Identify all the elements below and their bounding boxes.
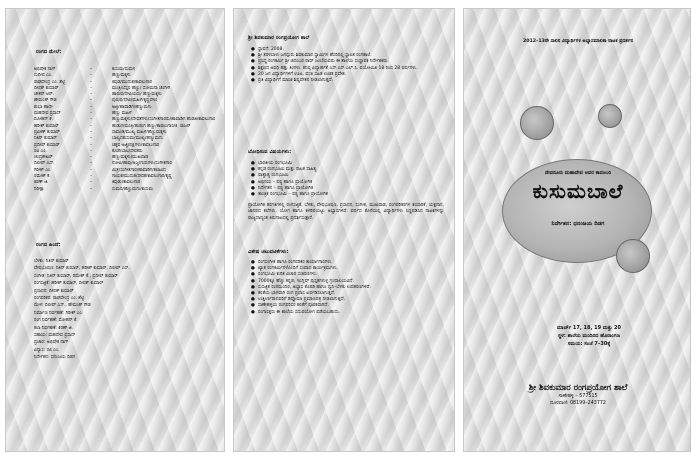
activity-item-text: ಸುಸಜ್ಜಿತ ರಂಗಮಂದಿರ, ಅಭ್ಯಾಸ ಕೊಠಡಿ ಹಾಗೂ ಧ್ವನಿ–ಬೆಳಕು ಉಪಕರಣಗಳಿವೆ. bbox=[258, 284, 371, 290]
activity-item-text: ಸಾಣೇಹಳ್ಳಿಯ ರಂಗಪರಿಸರ ಕಲಿಕೆಗೆ ಪೂರಕವಾಗಿದೆ. bbox=[258, 303, 329, 309]
cast-role-name: ಸುಮನ/ಹೆಣ್ಣುಮಗು/ಕುಸುಮ bbox=[112, 186, 153, 192]
decorative-circle bbox=[598, 104, 622, 128]
cast-separator: – bbox=[90, 98, 93, 104]
cast-actor-name: ಮಹದೇವ ಪ್ರಸಾದ್ bbox=[34, 111, 61, 117]
activity-item-text: ಕಲಿಕೆಯ ಭಾಗವಾಗಿ ರಂಗ ಪ್ರವಾಸ ಏರ್ಪಡಿಸಲಾಗುತ್ತದೆ. bbox=[258, 291, 336, 297]
activity-item-text: ರಂಗಸಂಗೀತ ಹಾಗೂ ರಂಗಪರಿಕರ ಕಾರ್ಯಾಗಾರಗಳು. bbox=[258, 260, 333, 265]
cast-actor-name: ಮೋಹನ್ ಕೆ. bbox=[34, 117, 53, 123]
school-point-text: ಸ್ಥಾಪನೆ: 2008. bbox=[258, 47, 284, 52]
crew-credit: ರಂಗಸಜ್ಜಿಕೆ: ಹರೀಶ್ ಕುಮಾರ್, ದೀಪಕ್ ಕುಮಾರ್ bbox=[34, 281, 104, 287]
cast-separator: – bbox=[90, 123, 93, 129]
subject-item-text: ಭಾರತೀಯ ರಂಗಭೂಮಿ bbox=[258, 161, 293, 166]
show-dates: ಮಾರ್ಚ್ 17, 18, 19 ಮತ್ತು 20 bbox=[557, 325, 621, 331]
school-point-text: ಶಿಕ್ಷಣದ ಅವಧಿ ಹತ್ತು ತಿಂಗಳು. ಕನಿಷ್ಠ ವಿದ್ಯಾರ್ಹತೆ ಎಸ್.ಎಸ್.ಎಲ್.ಸಿ. ವಯೋಮಿತಿ 18 ರಿಂದ 28 ವರ್ಷಗಳು. bbox=[258, 65, 418, 71]
cast-actor-name: ನಿರೀಕ್ಷಾ bbox=[34, 186, 45, 192]
bullet-icon: ● bbox=[251, 161, 255, 166]
crew-credit: ಮೇಳ: ದಿಲೀಪ್ ಎಸ್., ಹೇಮಂತ್ ಗೌಡ bbox=[34, 303, 91, 309]
crew-credit: ಸಂಗೀತ: ನಿತಿನ್ ಕುಮಾರ್, ರಮೇಶ್ ಕೆ., ಪ್ರದೀಪ್ ಕುಮಾರ್ bbox=[34, 273, 118, 279]
subject-item-text: ನಿರ್ದೇಶನ – ಪಠ್ಯ ಹಾಗೂ ಪ್ರಾಯೋಗಿಕ bbox=[258, 185, 313, 191]
cast-actor-name: ಸುದೀಪ ಎಂ. bbox=[34, 73, 53, 79]
cast-actor-name: ಹರೀಶ್ ಕುಮಾರ್ bbox=[34, 123, 59, 129]
cast-role-name: ಕಿವುಡು/ಕಾವಲುಗಾರ bbox=[112, 180, 141, 186]
cast-actor-name: ಕಿರಣ್ ಜಿ. bbox=[34, 180, 49, 186]
cast-role-name: ಗಾಯಕ/ಮುದುಕ/ಸೇವಕ/ಕಾವಲುಗಾರ/ಕೃಷ್ಣ bbox=[112, 174, 172, 180]
cast-separator: – bbox=[90, 117, 93, 123]
activity-item-text: ರಂಗಭೂಮಿ ಕುರಿತ ವಿಚಾರ ಸಂಕಿರಣಗಳು. bbox=[258, 272, 318, 278]
bullet-icon: ● bbox=[251, 59, 255, 65]
cast-role-name: ಚಿಕ್ಕವ ಅಜ್ಜಿ/ಪಕ್ಷಿಗಳು/ಕಾವಲುಗಾರ bbox=[112, 142, 160, 148]
subject-item-text: ಪಾಶ್ಚಾತ್ಯ ರಂಗಭೂಮಿ bbox=[258, 173, 289, 179]
cast-actor-name: ಪ್ರವೀಣ್ ಕುಮಾರ್ bbox=[34, 129, 60, 135]
cast-role-name: ಮಂತ್ರಿ/ಬೆಸ್ತರ ಹೆಣ್ಣು/ ಸೋಮನಾ ಚೆಂಗೀಗಿ bbox=[112, 85, 171, 91]
cast-actor-name: ಗಿರೀಶ್ ಎಂ. bbox=[34, 167, 52, 173]
bullet-icon: ● bbox=[251, 71, 255, 77]
bullet-icon: ● bbox=[251, 185, 255, 191]
cast-actor-name: ನಿತಿನ್ ಕುಮಾರ್ bbox=[34, 136, 57, 142]
school-point-text: ಪ್ರತಿ ವಿದ್ಯಾರ್ಥಿಗೆ ಮಾಸಿಕ ಶಿಷ್ಯವೇತನ ನೀಡಲಾಗುತ್ತದೆ. bbox=[258, 78, 334, 84]
subject-item-text: ತಾಂತ್ರಿಕ ರಂಗಭೂಮಿ – ಪಠ್ಯ ಹಾಗೂ ಪ್ರಾಯೋಗಿಕ bbox=[258, 192, 328, 198]
activities-heading: ವಿಶೇಷ ಚಟುವಟಿಕೆಗಳು: bbox=[248, 249, 289, 255]
cover-header: 2012–13ನೇ ಸಾಲಿನ ವಿದ್ಯಾರ್ಥಿಗಳ ಅಭ್ಯಾಸಮಾಲಿಕಾ ನಾಟಕ ಪ್ರದರ್ಶನ bbox=[522, 39, 634, 44]
crew-credit: ಪ್ರಸಾಧನ: ದೀಪಕ್ ಕುಮಾರ್ bbox=[34, 288, 74, 294]
bullet-icon: ● bbox=[251, 260, 255, 265]
cast-actor-name: ದಿಲೀಪ್ ಎಸ್. bbox=[34, 161, 55, 167]
cast-separator: – bbox=[90, 73, 93, 79]
cast-actor-name: ಹೇಮಂತ್ ಗೌಡ bbox=[34, 98, 57, 104]
subjects-list bbox=[248, 161, 444, 198]
cast-separator: – bbox=[90, 186, 93, 192]
brochure-panel-school bbox=[233, 8, 455, 452]
activity-item-text: 7000ಕ್ಕೂ ಹೆಚ್ಚು ಕನ್ನಡ, ಇಂಗ್ಲಿಷ್ ಪುಸ್ತಕಗಳುಳ್ಳ ಗ್ರಂಥಾಲಯವಿದೆ. bbox=[258, 278, 354, 284]
bullet-icon: ● bbox=[251, 303, 255, 309]
crew-credit: ಸಹಾಯ: ಮಹದೇವ ಪ್ರಸಾದ್ bbox=[34, 333, 76, 339]
bullet-icon: ● bbox=[251, 179, 255, 185]
bullet-icon: ● bbox=[251, 47, 255, 52]
cast-separator: – bbox=[90, 155, 93, 161]
cast-separator: – bbox=[90, 79, 93, 85]
cast-separator: – bbox=[90, 161, 93, 167]
bullet-icon: ● bbox=[251, 266, 255, 272]
cast-actor-name: ರವಿ ಎಂ. bbox=[34, 148, 47, 154]
activities-list bbox=[248, 260, 444, 316]
activity-item-text: ಖ್ಯಾತ ರಂಗಕರ್ಮಿಗಳೊಂದಿಗೆ ಸಂವಾದ ಕಾರ್ಯಕ್ರಮಗಳು. bbox=[258, 266, 338, 272]
director-credit: ನಿರ್ದೇಶನ: ಧನಂಜಯ ದಿಡಗ bbox=[551, 221, 605, 227]
activity-item-text: ರಂಗಾಸಕ್ತರು ಈ ಶಾಲೆಯ ಸದುಪಯೋಗ ಪಡೆಯಬಹುದು. bbox=[258, 309, 341, 315]
school-description: ಪ್ರಾಯೋಗಿಕ ತರಗತಿಗಳಲ್ಲಿ ರಂಗಸಜ್ಜಿಕೆ, ಬೆಳಕು, ವೇಷಭೂಷಣ, ಪ್ರಸಾಧನ, ಸಂಗೀತ, ಮುಖವಾಡ, ರಂಗಪರಿಕರಗಳ ತಯಾರಿಕೆ, ಯಕ್ಷಗಾನ, ಜಾನಪದ ಕಲೆಗಳು, ಯೋಗ ಹಾಗೂ ಕಳರಿಪಯಟ್ಟು ಅಭ್ಯಾಸಗಳಿವೆ. ವರ್ಷದ ಕೊನೆಯಲ್ಲಿ ವಿದ್ಯಾರ್ಥಿಗಳು ಸಿದ್ಧಪಡಿಸಿದ ನಾಟಕಗಳನ್ನು ರಾಜ್ಯದಾದ್ಯಂತ ತಿರುಗಾಟದಲ್ಲಿ ಪ್ರದರ್ಶಿಸುತ್ತಾರೆ. bbox=[248, 203, 444, 221]
cast-actor-name: ದೀಪಕ್ ಕುಮಾರ್ bbox=[34, 85, 59, 91]
school-point bbox=[248, 78, 444, 84]
bullet-icon: ● bbox=[251, 65, 255, 71]
subjects-heading: ಬೋಧಿಸುವ ವಿಷಯಗಳು: bbox=[248, 149, 292, 155]
cast-separator: – bbox=[90, 129, 93, 135]
cast-actor-name: ರಮೇಶ್ ಕೆ. bbox=[34, 174, 51, 180]
crew-list bbox=[34, 258, 220, 362]
crew-credit: ವೇಷಭೂಷಣ: ನಿತಿನ್ ಕುಮಾರ್, ಹರೀಶ್ ಕುಮಾರ್, ದಿಲೀಪ್ ಎಸ್. bbox=[34, 266, 130, 272]
cast-actor-name: ಅಭಿಷೇಕ ನಾಗ್ bbox=[34, 67, 56, 72]
cast-separator: – bbox=[90, 104, 93, 110]
subject-item bbox=[248, 192, 444, 198]
crew-credit: ರಂಗಪರಿಕರ: ರಾಘವೇಂದ್ರ ಎಂ. ಶೆಟ್ಟಿ bbox=[34, 296, 85, 302]
crew-credit: ಪ್ರಚಾರ: ಅಭಿಷೇಕ ನಾಗ್ bbox=[34, 340, 69, 346]
cast-role-name: ಹೆಣ್ಣುಮಕ್ಕಳು bbox=[112, 73, 131, 79]
bullet-icon: ● bbox=[251, 272, 255, 278]
crew-credit: ಕಲಾ ನಿರ್ವಹಣೆ: ಕಿರಣ್ ಜಿ. bbox=[34, 325, 73, 331]
bullet-icon: ● bbox=[251, 173, 255, 179]
cast-separator: – bbox=[90, 136, 93, 142]
cast-role-name: ಕಿವುಡ/ಮುದುಕ/ಕಾವಲುಗಾರ bbox=[112, 79, 153, 85]
bullet-icon: ● bbox=[251, 297, 255, 303]
organization-block bbox=[480, 381, 676, 407]
school-point-text: ಪ್ರಸಿದ್ಧ ರಂಗಕರ್ಮಿ ಶ್ರೀ ಚಿದಂಬರ ರಾವ್ ಜಂಬೆಯವರು ಈ ಶಾಲೆಯ ಸಂಸ್ಥಾಪಕ ನಿರ್ದೇಶಕರು. bbox=[258, 59, 389, 65]
bullet-icon: ● bbox=[251, 192, 255, 198]
decorative-circle bbox=[616, 239, 650, 273]
cast-separator: – bbox=[90, 111, 93, 117]
cast-separator: – bbox=[90, 174, 93, 180]
play-title: ಕುಸುಮಬಾಲೆ bbox=[532, 179, 624, 203]
bullet-icon: ● bbox=[251, 53, 255, 59]
cast-role-name: ಕೊಡೆ/ಬಾಲ/ಸೇವಕರು bbox=[112, 148, 143, 154]
cast-list bbox=[34, 67, 222, 193]
activity-item-text: ಉತ್ತೀರ್ಣರಾದವರಿಗೆ ಡಿಪ್ಲೊಮಾ ಪ್ರಮಾಣಪತ್ರ ನೀಡಲಾಗುತ್ತದೆ. bbox=[258, 297, 345, 303]
bullet-icon: ● bbox=[251, 284, 255, 290]
activity-item bbox=[248, 310, 444, 316]
cast-role-name: ಅಜ್ಜಿ/ಹಾವಾಡಿಗ/ಹೆಣ್ಣುಮಗು bbox=[112, 104, 152, 110]
cast-role-name: ಹೆಣ್ಣು ಮಹಿಳೆ bbox=[112, 111, 132, 117]
cast-role-name: ಹುಡುಗ/ಮಂತ್ರಿ/ಹುಡುಗ ಹೆಣ್ಣು/ಕಾವಲುಗಾರ/ಕಿ. ರಾಜನ್ bbox=[112, 123, 191, 129]
cast-role-name: ಬಾಲ್ಯದಕುಸುಮ/ಮುಖ್ಯ/ಹೆಣ್ಣುಮಗು bbox=[112, 136, 163, 142]
brochure-panel-cover bbox=[463, 8, 691, 452]
crew-heading: ರಂಗದ ಹಿಂದೆ: bbox=[36, 242, 61, 248]
cast-separator: – bbox=[90, 142, 93, 148]
cast-row bbox=[34, 187, 222, 193]
crew-credit: ಬೆಳಕು: ನಿತಿನ್ ಕುಮಾರ್ bbox=[34, 259, 69, 264]
cast-heading: ರಂಗದ ಮೇಲೆ: bbox=[36, 49, 62, 55]
cast-actor-name: ಚಂದ್ರಶೇಖರ್ bbox=[34, 155, 53, 161]
cast-actor-name: ಚೇತನ್ ಆರ್. bbox=[34, 92, 55, 98]
organization-name: ಶ್ರೀ ಶಿವಕುಮಾರ ರಂಗಪ್ರಯೋಗ ಶಾಲೆ bbox=[528, 382, 628, 392]
bullet-icon: ● bbox=[251, 291, 255, 297]
cast-role-name: ಮಿತ್ರ/ಸಂಗೀತಗಾರ/ಹಾವಾಡಿಗ/ಕಲಾವಿದ bbox=[112, 167, 166, 173]
cast-separator: – bbox=[90, 167, 93, 173]
organization-phone: ದೂರವಾಣಿ: 08199–243772 bbox=[550, 401, 606, 406]
subject-item-text: ಕನ್ನಡ ರಂಗಭೂಮಿ ಮತ್ತು ನಾಟಕ ಸಾಹಿತ್ಯ bbox=[258, 167, 317, 173]
bullet-icon: ● bbox=[251, 309, 255, 315]
subject-item-text: ಅಭಿನಯ – ಪಠ್ಯ ಹಾಗೂ ಪ್ರಾಯೋಗಿಕ bbox=[258, 179, 313, 185]
cast-separator: – bbox=[90, 92, 93, 98]
bullet-icon: ● bbox=[251, 78, 255, 84]
bullet-icon: ● bbox=[251, 278, 255, 284]
bullet-icon: ● bbox=[251, 167, 255, 173]
cast-separator: – bbox=[90, 180, 93, 186]
brochure-panel-cast bbox=[5, 8, 225, 452]
cast-role-name: ನೋಟ/ಹಾವು/ಅಜ್ಜ/ಗುರುಗಳು/ಸಂಗೀತಗಾರ bbox=[112, 161, 172, 167]
cast-role-name: ಪುರುಷ/ದೇವಿ/ಮಹಿಳೆ/ಕೃಷ್ಣವೇಣಿ bbox=[112, 98, 158, 104]
show-time: ಸಮಯ: ಸಂಜೆ 7–30ಕ್ಕೆ bbox=[567, 341, 611, 347]
cast-actor-name: ಪ್ರದೀಪ್ ಕುಮಾರ್ bbox=[34, 142, 60, 148]
cast-separator: – bbox=[90, 85, 93, 91]
cast-role-name: ಸಾಮಂತ/ಮುಖ್ಯ ಮಹಿಳೆ/ಹೆಣ್ಣುಮಕ್ಕಳು bbox=[112, 129, 167, 135]
show-venue: ಸ್ಥಳ: ಶಾಲೆಯ ಮಂದಿರದ ಹೊರಾಂಗಣ bbox=[557, 333, 621, 339]
presents-line: ದೇವನೂರು ಮಹಾದೇವ ಅವರ ಕಾದಂಬರಿ bbox=[544, 170, 612, 176]
cast-role-name: ಹೆಣ್ಣುಮಕ್ಕಳು/ಮುಖವಾಡ bbox=[112, 155, 149, 161]
cast-separator: – bbox=[90, 67, 93, 72]
crew-credit: ನಿರ್ದೇಶನ: ಧನಂಜಯ ದಿಡಗ bbox=[34, 355, 75, 361]
cast-role-name: ಕುಸುಮ/ಸುಮನ bbox=[112, 67, 136, 72]
cast-role-name: ಹಾರುವ/ದೇವಿಯರು/ ಹೆಣ್ಣುಮಕ್ಕಳು bbox=[112, 92, 162, 98]
school-points-list bbox=[248, 47, 444, 84]
cast-separator: – bbox=[90, 148, 93, 154]
cast-actor-name: ರಾಘವೇಂದ್ರ ಎಂ. ಶೆಟ್ಟಿ bbox=[34, 79, 66, 85]
show-details bbox=[504, 324, 674, 348]
crew-credit: ನಿರ್ಮಾಣ ನಿರ್ವಹಣೆ: ಗಿರೀಶ್ ಎಂ. bbox=[34, 310, 83, 316]
decorative-circle bbox=[520, 106, 554, 140]
organization-place: ಸಾಣೇಹಳ್ಳಿ – 577515 bbox=[558, 394, 598, 399]
school-point-text: ಶ್ರೀ ತರಳಬಾಳು ಜಗದ್ಗುರು ಶಿವಕುಮಾರ ಸ್ವಾಮಿಗಳ ಹೆಸರಿನಲ್ಲಿ ಸ್ಥಾಪಿತ ರಂಗಶಾಲೆ. bbox=[258, 53, 372, 59]
cast-role-name: ಹೆಣ್ಣುಮಕ್ಕಳು/ದೇವತೆಗಳು/ಸಂಗೀತಗಾರರು/ಹಾವಾಡಿಗ ಹೆಂಡತಿ/ಕಾವಲುಗಾರ bbox=[112, 117, 216, 123]
school-point-text: 20 ಜನ ವಿದ್ಯಾರ್ಥಿಗಳಿಗೆ ಊಟ, ವಸತಿ ಸಹಿತ ಉಚಿತ ಪ್ರವೇಶ. bbox=[258, 71, 347, 77]
cast-actor-name: ಶುಭಾ ಹಾದೇ bbox=[34, 104, 53, 110]
crew-credit: ವಿನ್ಯಾಸ: ರವಿ ಎಂ. bbox=[34, 347, 60, 353]
school-heading: ಶ್ರೀ ಶಿವಕುಮಾರ ರಂಗಪ್ರಯೋಗ ಶಾಲೆ bbox=[248, 35, 310, 41]
crew-credit: ರಂಗ ನಿರ್ವಹಣೆ: ಮೋಹನ್ ಕೆ. bbox=[34, 318, 78, 324]
